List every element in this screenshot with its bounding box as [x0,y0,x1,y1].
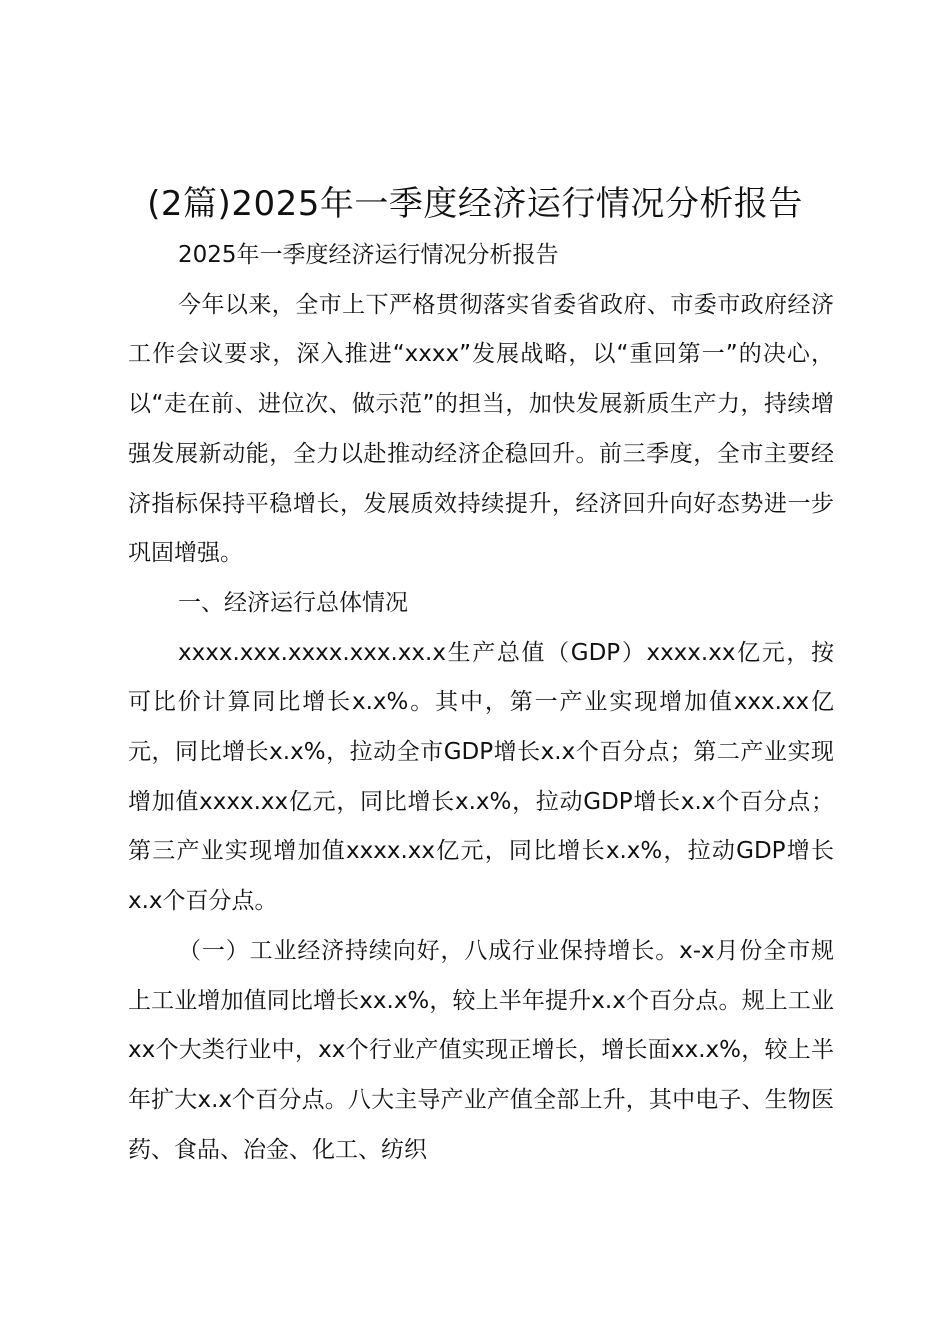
document-body [128,231,834,1175]
document-title: (2篇)2025年一季度经济运行情况分析报告 [147,184,803,224]
section-heading: 一、经济运行总体情况 [178,589,408,616]
intro-paragraph: 今年以来，全市上下严格贯彻落实省委省政府、市委市政府经济工作会议要求，深入推进“xxxx”发展战略，以“重回第一”的决心，以“走在前、进位次、做示范”的担当，加快发展新质生产力，持续增强发展新动能，全力以赴推动经济企稳回升。前三季度，全市主要经济指标保持平稳增长，发展质效持续提升，经济回升向好态势进一步巩固增强。 [128,291,834,567]
subtitle-paragraph: 2025年一季度经济运行情况分析报告 [178,242,559,268]
industry-paragraph: （一）工业经济持续向好，八成行业保持增长。x-x月份全市规上工业增加值同比增长xx.x%，较上半年提升x.x个百分点。规上工业xx个大类行业中，xx个行业产值实现正增长，增长面xx.x%，较上半年扩大x.x个百分点。八大主导产业产值全部上升，其中电子、生物医药、食品、冶金、化工、纺织 [128,937,834,1163]
gdp-paragraph: xxxx.xxx.xxxx.xxx.xx.x生产总值（GDP）xxxx.xx亿元，按可比价计算同比增长x.x%。其中，第一产业实现增加值xxx.xx亿元，同比增长x.x%，拉动全市GDP增长x.x个百分点；第二产业实现增加值xxxx.xx亿元，同比增长x.x%，拉动GDP增长x.x个百分点；第三产业实现增加值xxxx.xx亿元，同比增长x.x%，拉动GDP增长x.x个百分点。 [128,639,834,915]
